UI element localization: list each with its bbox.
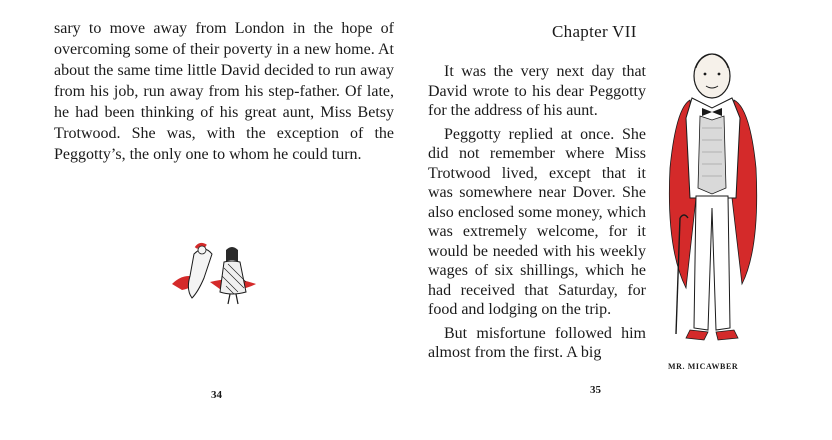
page-number-right: 35 bbox=[590, 384, 601, 396]
micawber-illustration bbox=[656, 48, 766, 360]
chapter-title: Chapter VII bbox=[552, 22, 637, 41]
page-number-left: 34 bbox=[211, 389, 222, 401]
left-page-text bbox=[54, 18, 394, 165]
vignette-illustration bbox=[164, 232, 274, 312]
right-paragraph-2: Peggotty replied at once. She did not remember where Miss Trotwood lived, except that it was somewhere near Dover. She also enclosed some money, which was extremely welcome, for it would be needed with his weekly wages of six shillings, which he had received that Saturday, for food and lodging on the trip. bbox=[428, 125, 646, 318]
right-paragraph-1: It was the very next day that David wrote to his dear Peggotty for the address of his aunt. bbox=[428, 63, 646, 119]
right-paragraph-3: But misfortune followed him almost from the first. A big bbox=[428, 324, 646, 361]
left-paragraph: sary to move away from London in the hope of overcoming some of their poverty in a new home. At about the same time little David decided to run away from his job, run away from his step-father. Of late, he had been thinking of his great aunt, Miss Betsy Trotwood. She was, with the exception of the Peggotty’s, the only one to whom he could turn. bbox=[54, 20, 394, 163]
right-page-text bbox=[428, 62, 646, 367]
illustration-caption: MR. MICAWBER bbox=[668, 362, 739, 371]
right-page bbox=[416, 0, 832, 440]
